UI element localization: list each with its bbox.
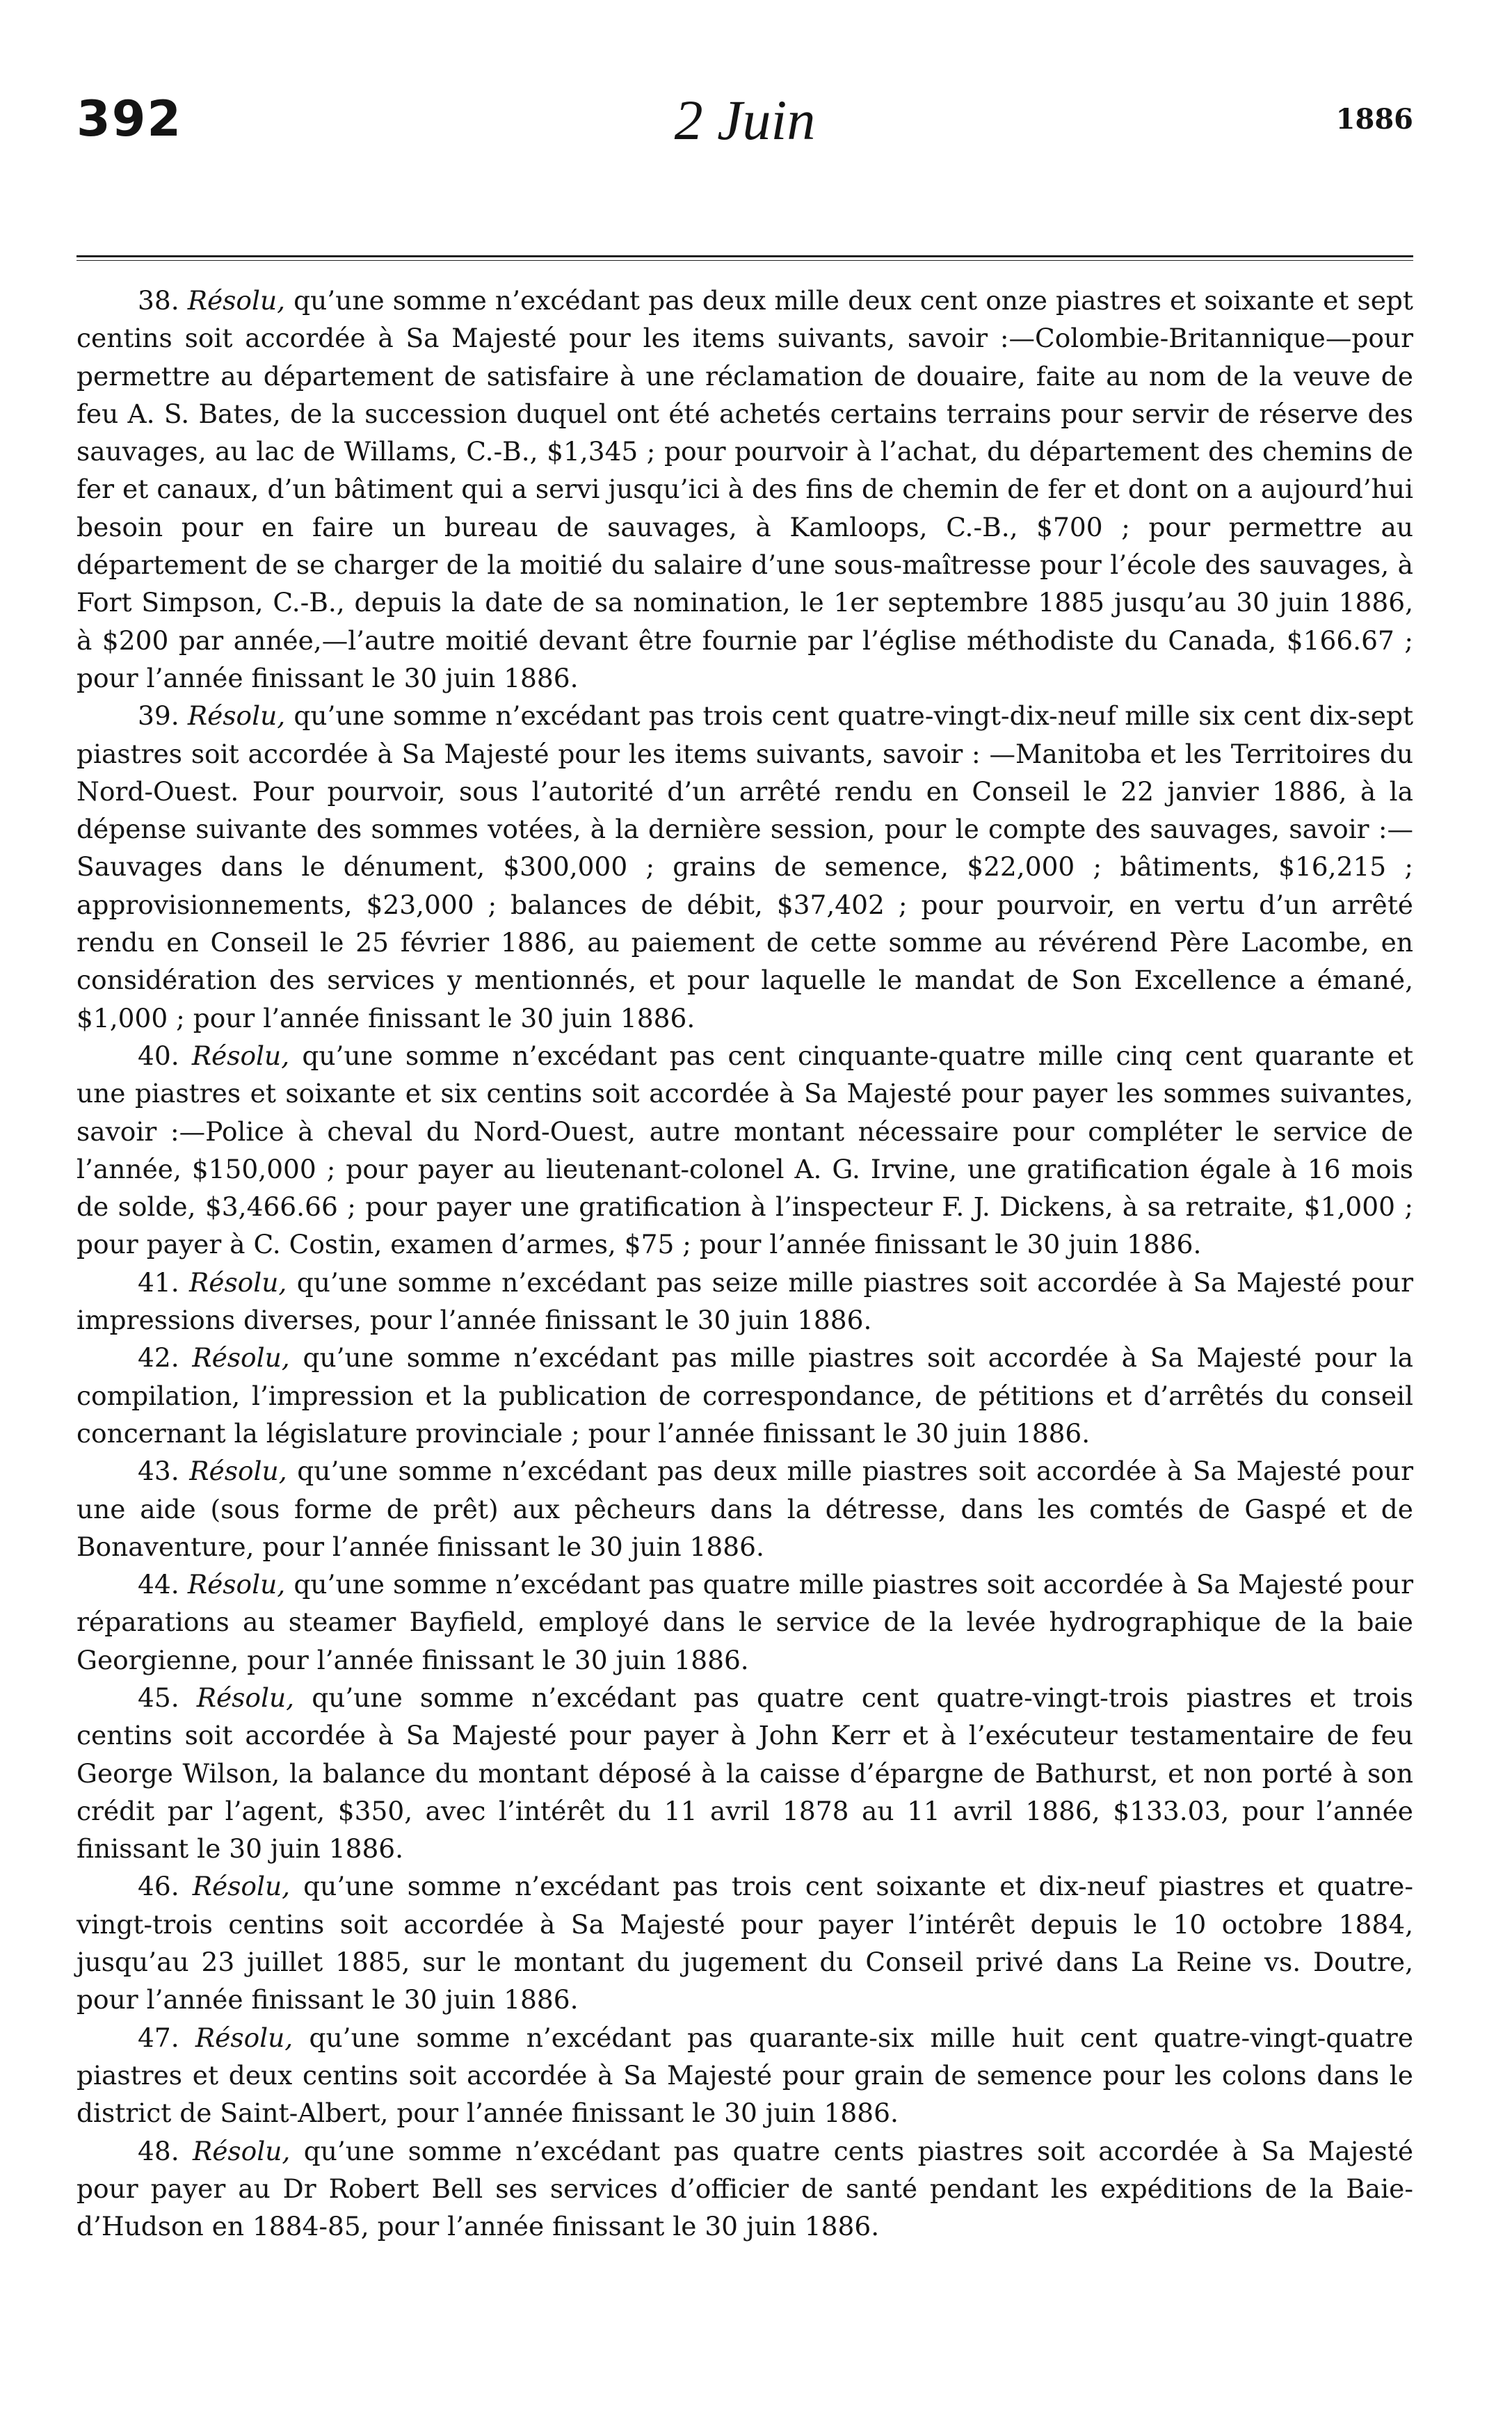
resolution-46 — [77, 1867, 1413, 2018]
resolution-number: 42. — [138, 1342, 179, 1374]
resolution-48 — [77, 2132, 1413, 2246]
resolution-text: qu’une somme n’excédant pas trois cent quatre-vingt-dix-neuf mille six cent dix-sept piastres soit accordée à Sa Majesté pour les items suivants, savoir : —Manitoba et les Territoires du Nord-Ouest. Pour pourvoir, sous l’autorité d’un arrêté rendu en Conseil le 22 janvier 1886, à la dépense suivante des sommes votées, à la dernière session, pour le compte des sauvages, savoir :—Sauvages dans le dénument, $300,000 ; grains de semence, $22,000 ; bâtiments, $16,215 ; approvisionnements, $23,000 ; balances de débit, $37,402 ; pour pourvoir, en vertu d’un arrêté rendu en Conseil le 25 février 1886, au paiement de cette somme au révérend Père Lacombe, en considération des services y mentionnés, et pour laquelle le mandat de Son Excellence a émané, $1,000 ; pour l’année finissant le 30 juin 1886. — [77, 700, 1414, 1033]
resolution-39 — [77, 697, 1413, 1037]
resolution-number: 46. — [138, 1871, 179, 1902]
resolutions-body — [77, 282, 1413, 2245]
resolution-text: qu’une somme n’excédant pas quarante-six mille huit cent quatre-vingt-quatre piastres et deux centins soit accordée à Sa Majesté pour grain de semence pour les colons dans le district de Saint-Albert, pour l’année finissant le 30 juin 1886. — [77, 2022, 1414, 2129]
resolution-text: qu’une somme n’excédant pas cent cinquante-quatre mille cinq cent quarante et une piastres et soixante et six centins soit accordée à Sa Majesté pour payer les sommes suivantes, savoir :—Police à cheval du Nord-Ouest, autre montant nécessaire pour compléter le service de l’année, $150,000 ; pour payer au lieutenant-colonel A. G. Irvine, une gratification égale à 16 mois de solde, $3,466.66 ; pour payer une gratification à l’inspecteur F. J. Dickens, à sa retraite, $1,000 ; pour payer à C. Costin, examen d’armes, $75 ; pour l’année finissant le 30 juin 1886. — [77, 1040, 1414, 1260]
running-title-date: 2 Juin — [674, 88, 816, 152]
resolution-44 — [77, 1566, 1413, 1679]
resolution-text: qu’une somme n’excédant pas trois cent soixante et dix-neuf piastres et quatre-vingt-trois centins soit accordée à Sa Majesté pour payer l’intérêt depuis le 10 octobre 1884, jusqu’au 23 juillet 1885, sur le montant du jugement du Conseil privé dans La Reine vs. Doutre, pour l’année finissant le 30 juin 1886. — [77, 1871, 1414, 2015]
resolution-42 — [77, 1339, 1413, 1452]
page-number: 392 — [77, 90, 183, 147]
resolution-number: 38. — [138, 285, 179, 316]
resolution-41 — [77, 1264, 1413, 1339]
resolution-number: 47. — [138, 2022, 179, 2053]
resolution-40 — [77, 1037, 1413, 1264]
resolution-number: 48. — [138, 2135, 179, 2166]
header-rule — [77, 255, 1413, 261]
resolution-text: qu’une somme n’excédant pas quatre mille piastres soit accordée à Sa Majesté pour réparations au steamer Bayfield, employé dans le service de la levée hydrographique de la baie Georgienne, pour l’année finissant le 30 juin 1886. — [77, 1569, 1414, 1675]
resolution-text: qu’une somme n’excédant pas deux mille deux cent onze piastres et soixante et sept centins soit accordée à Sa Majesté pour les items suivants, savoir :—Colombie-Britannique—pour permettre au département de satisfaire à une réclamation de douaire, faite au nom de la veuve de feu A. S. Bates, de la succession duquel ont été achetés certains terrains pour servir de réserve des sauvages, au lac de Willams, C.-B., $1,345 ; pour pourvoir à l’achat, du département des chemins de fer et canaux, d’un bâtiment qui a servi jusqu’ici à des fins de chemin de fer et dont on a aujourd’hui besoin pour en faire un bureau de sauvages, à Kamloops, C.-B., $700 ; pour permettre au département de se charger de la moitié du salaire d’une sous-maîtresse pour l’école des sauvages, à Fort Simpson, C.-B., depuis la date de sa nomination, le 1er septembre 1885 jusqu’au 30 juin 1886, à $200 par année,—l’autre moitié devant être fournie par l’église méthodiste du Canada, $166.67 ; pour l’année finissant le 30 juin 1886. — [77, 285, 1413, 693]
resolution-number: 44. — [138, 1569, 179, 1600]
resolution-lead: Résolu, — [192, 1342, 290, 1374]
resolution-number: 45. — [138, 1682, 179, 1713]
resolution-lead: Résolu, — [192, 1871, 291, 1902]
resolution-38 — [77, 282, 1413, 697]
resolution-number: 39. — [138, 700, 179, 732]
resolution-text: qu’une somme n’excédant pas mille piastres soit accordée à Sa Majesté pour la compilation, l’impression et la publication de correspondance, de pétitions et d’arrêtés du conseil concernant la législature provinciale ; pour l’année finissant le 30 juin 1886. — [77, 1342, 1414, 1449]
resolution-lead: Résolu, — [189, 1266, 287, 1298]
resolution-text: qu’une somme n’excédant pas deux mille piastres soit accordée à Sa Majesté pour une aide (sous forme de prêt) aux pêcheurs dans la détresse, dans les comtés de Gaspé et de Bonaventure, pour l’année finissant le 30 juin 1886. — [77, 1456, 1414, 1562]
header-year: 1886 — [1335, 103, 1413, 136]
resolution-lead: Résolu, — [189, 1456, 287, 1487]
resolution-text: qu’une somme n’excédant pas seize mille piastres soit accordée à Sa Majesté pour impressions diverses, pour l’année finissant le 30 juin 1886. — [77, 1266, 1414, 1336]
resolution-text: qu’une somme n’excédant pas quatre cent quatre-vingt-trois piastres et trois centins soit accordée à Sa Majesté pour payer à John Kerr et à l’exécuteur testamentaire de feu George Wilson, la balance du montant déposé à la caisse d’épargne de Bathurst, et non porté à son crédit par l’agent, $350, avec l’intérêt du 11 avril 1878 au 11 avril 1886, $133.03, pour l’année finissant le 30 juin 1886. — [77, 1682, 1414, 1865]
resolution-lead: Résolu, — [193, 2135, 291, 2166]
resolution-lead: Résolu, — [196, 1682, 295, 1713]
page-header — [77, 77, 1413, 163]
resolution-lead: Résolu, — [187, 1569, 286, 1600]
resolution-text: qu’une somme n’excédant pas quatre cents piastres soit accordée à Sa Majesté pour payer au Dr Robert Bell ses services d’officier de santé pendant les expéditions de la Baie-d’Hudson en 1884-85, pour l’année finissant le 30 juin 1886. — [77, 2135, 1414, 2242]
resolution-number: 40. — [138, 1040, 179, 1071]
resolution-lead: Résolu, — [187, 285, 286, 316]
resolution-lead: Résolu, — [187, 700, 286, 732]
resolution-47 — [77, 2019, 1413, 2132]
resolution-lead: Résolu, — [191, 1040, 290, 1071]
resolution-number: 41. — [138, 1266, 179, 1298]
resolution-lead: Résolu, — [195, 2022, 293, 2053]
resolution-number: 43. — [138, 1456, 179, 1487]
resolution-43 — [77, 1452, 1413, 1566]
resolution-45 — [77, 1679, 1413, 1867]
